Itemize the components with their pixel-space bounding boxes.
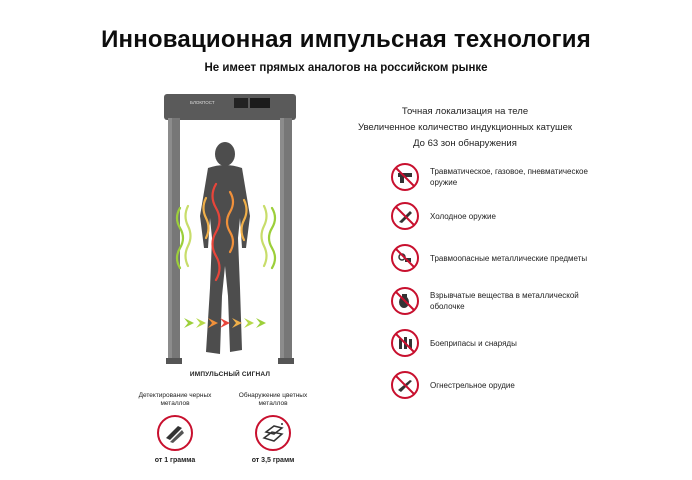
feature-item: До 63 зон обнаружения (413, 138, 517, 149)
knife-icon (390, 201, 420, 231)
pistol-icon (390, 162, 420, 192)
metal-amount: от 1 грамма (154, 457, 196, 464)
threat-item-ammo (390, 326, 590, 360)
threat-item-grenade (390, 284, 590, 318)
ferrous-bars-icon (156, 414, 194, 452)
feature-item: Точная локализация на теле (401, 106, 529, 117)
detector-brand: БЛОКПОСТ (190, 100, 215, 105)
page-subtitle: Не имеет прямых аналогов на российском рынке (204, 62, 488, 74)
metal-nonferrous (228, 392, 318, 464)
threat-label: Боеприпасы и снаряды (430, 338, 517, 348)
threat-label: Холодное оружие (430, 211, 496, 221)
threat-label: Огнестрельное орудие (430, 380, 515, 390)
metal-caption: Обнаружение цветных металлов (238, 392, 308, 407)
metal-amount: от 3,5 грамм (251, 457, 295, 464)
threat-item-knife (390, 199, 590, 233)
threat-item-scrap (390, 241, 590, 275)
feature-item: Увеличенное количество индукционных катушек (357, 122, 573, 133)
rifle-icon (390, 370, 420, 400)
metal-caption: Детектирование черных металлов (138, 392, 212, 407)
page-title: Инновационная импульсная технология (101, 26, 591, 53)
threat-label: Травматическое, газовое, пневматическое оружие (430, 167, 588, 187)
threat-item-rifle (390, 368, 590, 402)
metal-ferrous (130, 392, 220, 464)
walkthrough-detector (150, 88, 310, 378)
nonferrous-ingots-icon (254, 414, 292, 452)
grenade-icon (390, 286, 420, 316)
signal-label: ИМПУЛЬСНЫЙ СИГНАЛ (189, 371, 271, 378)
threat-label: Взрывчатые вещества в металлической оболочке (430, 291, 579, 311)
ammo-icon (390, 328, 420, 358)
threat-label: Травмоопасные металлические предметы (430, 253, 588, 263)
features-list (340, 104, 590, 152)
threat-item-pistol (390, 160, 590, 194)
scrap-icon (390, 243, 420, 273)
signal-arrows (184, 318, 266, 328)
